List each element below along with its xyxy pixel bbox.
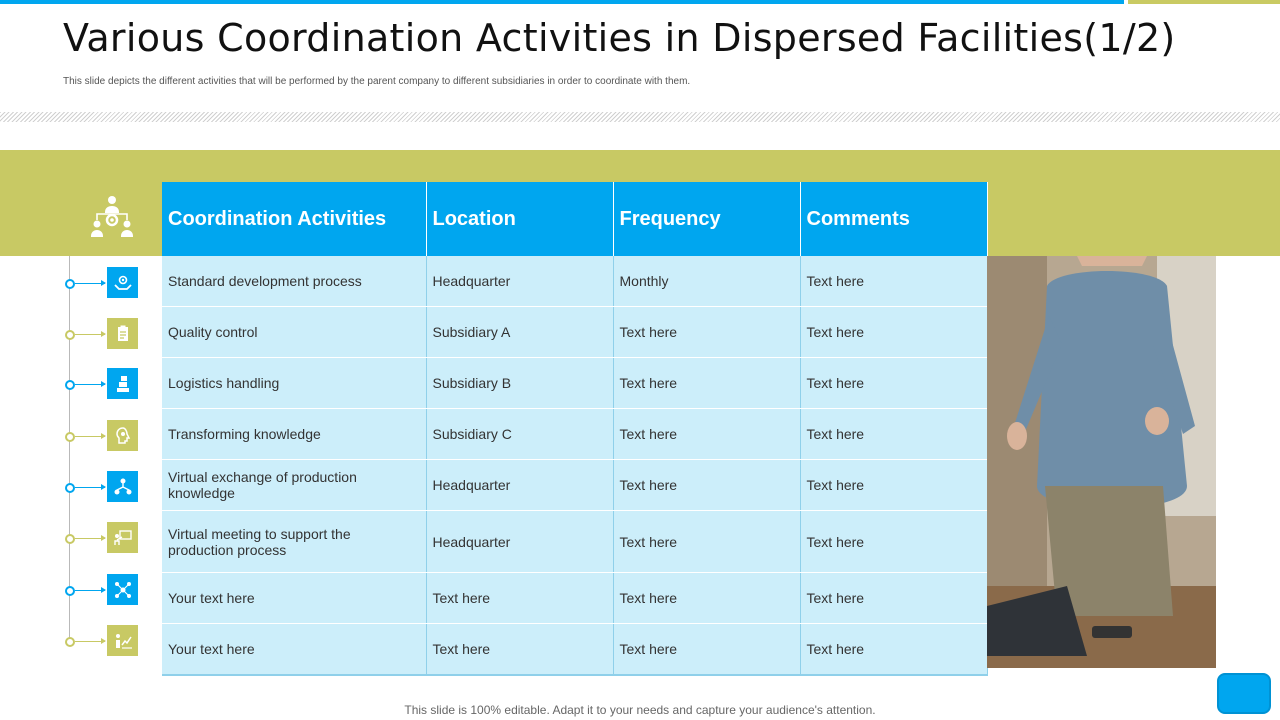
person-chart-icon bbox=[113, 631, 133, 651]
header-location: Location bbox=[426, 182, 613, 256]
frequency-cell: Text here bbox=[613, 573, 800, 624]
timeline-line bbox=[69, 256, 70, 642]
table-row bbox=[162, 573, 987, 624]
location-cell: Subsidiary C bbox=[426, 409, 613, 460]
activity-cell: Transforming knowledge bbox=[162, 409, 426, 460]
table-row bbox=[162, 460, 987, 511]
timeline-marker bbox=[0, 590, 160, 591]
hub-icon bbox=[113, 580, 133, 600]
corner-action-button[interactable] bbox=[1217, 673, 1271, 714]
timeline-marker bbox=[0, 334, 160, 335]
location-cell: Headquarter bbox=[426, 460, 613, 511]
location-cell: Subsidiary A bbox=[426, 307, 613, 358]
timeline-marker bbox=[0, 487, 160, 488]
header-frequency: Frequency bbox=[613, 182, 800, 256]
comments-cell: Text here bbox=[800, 307, 987, 358]
brain-gear-icon bbox=[113, 426, 133, 446]
frequency-cell: Text here bbox=[613, 307, 800, 358]
frequency-cell: Text here bbox=[613, 511, 800, 573]
comments-cell: Text here bbox=[800, 624, 987, 676]
hatch-divider bbox=[0, 112, 1280, 122]
comments-cell: Text here bbox=[800, 511, 987, 573]
comments-cell: Text here bbox=[800, 409, 987, 460]
team-hierarchy-icon bbox=[88, 193, 136, 241]
timeline-marker bbox=[0, 283, 160, 284]
location-cell: Subsidiary B bbox=[426, 358, 613, 409]
comments-cell: Text here bbox=[800, 460, 987, 511]
location-cell: Headquarter bbox=[426, 256, 613, 307]
coordination-table bbox=[162, 182, 988, 676]
comments-cell: Text here bbox=[800, 256, 987, 307]
table-row bbox=[162, 307, 987, 358]
activity-cell: Virtual meeting to support the production process bbox=[162, 511, 426, 573]
header-coordination-activities: Coordination Activities bbox=[162, 182, 426, 256]
table-row bbox=[162, 256, 987, 307]
top-accent-bar-blue bbox=[0, 0, 1124, 4]
activity-cell: Logistics handling bbox=[162, 358, 426, 409]
timeline-marker bbox=[0, 641, 160, 642]
header-comments: Comments bbox=[800, 182, 987, 256]
presenter-photo bbox=[987, 256, 1216, 668]
table-header-row bbox=[162, 182, 987, 256]
activity-cell: Quality control bbox=[162, 307, 426, 358]
activity-cell: Your text here bbox=[162, 573, 426, 624]
hands-gear-icon bbox=[113, 273, 133, 293]
activity-cell: Virtual exchange of production knowledge bbox=[162, 460, 426, 511]
timeline-marker bbox=[0, 436, 160, 437]
network-icon bbox=[113, 477, 133, 497]
table-row bbox=[162, 358, 987, 409]
comments-cell: Text here bbox=[800, 573, 987, 624]
frequency-cell: Text here bbox=[613, 358, 800, 409]
frequency-cell: Monthly bbox=[613, 256, 800, 307]
activity-cell: Standard development process bbox=[162, 256, 426, 307]
table-row bbox=[162, 409, 987, 460]
boxes-icon bbox=[113, 374, 133, 394]
slide-title: Various Coordination Activities in Dispersed Facilities(1/2) bbox=[63, 16, 1176, 60]
frequency-cell: Text here bbox=[613, 624, 800, 676]
activity-cell: Your text here bbox=[162, 624, 426, 676]
table-row bbox=[162, 624, 987, 676]
clipboard-icon bbox=[113, 324, 133, 344]
timeline-marker bbox=[0, 384, 160, 385]
timeline-marker bbox=[0, 538, 160, 539]
location-cell: Headquarter bbox=[426, 511, 613, 573]
comments-cell: Text here bbox=[800, 358, 987, 409]
slide-subtitle: This slide depicts the different activities that will be performed by the parent company to different subsidiaries in order to coordinate with them. bbox=[63, 76, 691, 87]
location-cell: Text here bbox=[426, 624, 613, 676]
top-accent-bar-green bbox=[1128, 0, 1280, 4]
frequency-cell: Text here bbox=[613, 409, 800, 460]
presentation-icon bbox=[113, 528, 133, 548]
location-cell: Text here bbox=[426, 573, 613, 624]
footer-note: This slide is 100% editable. Adapt it to your needs and capture your audience's attention. bbox=[404, 703, 876, 717]
table-row bbox=[162, 511, 987, 573]
frequency-cell: Text here bbox=[613, 460, 800, 511]
